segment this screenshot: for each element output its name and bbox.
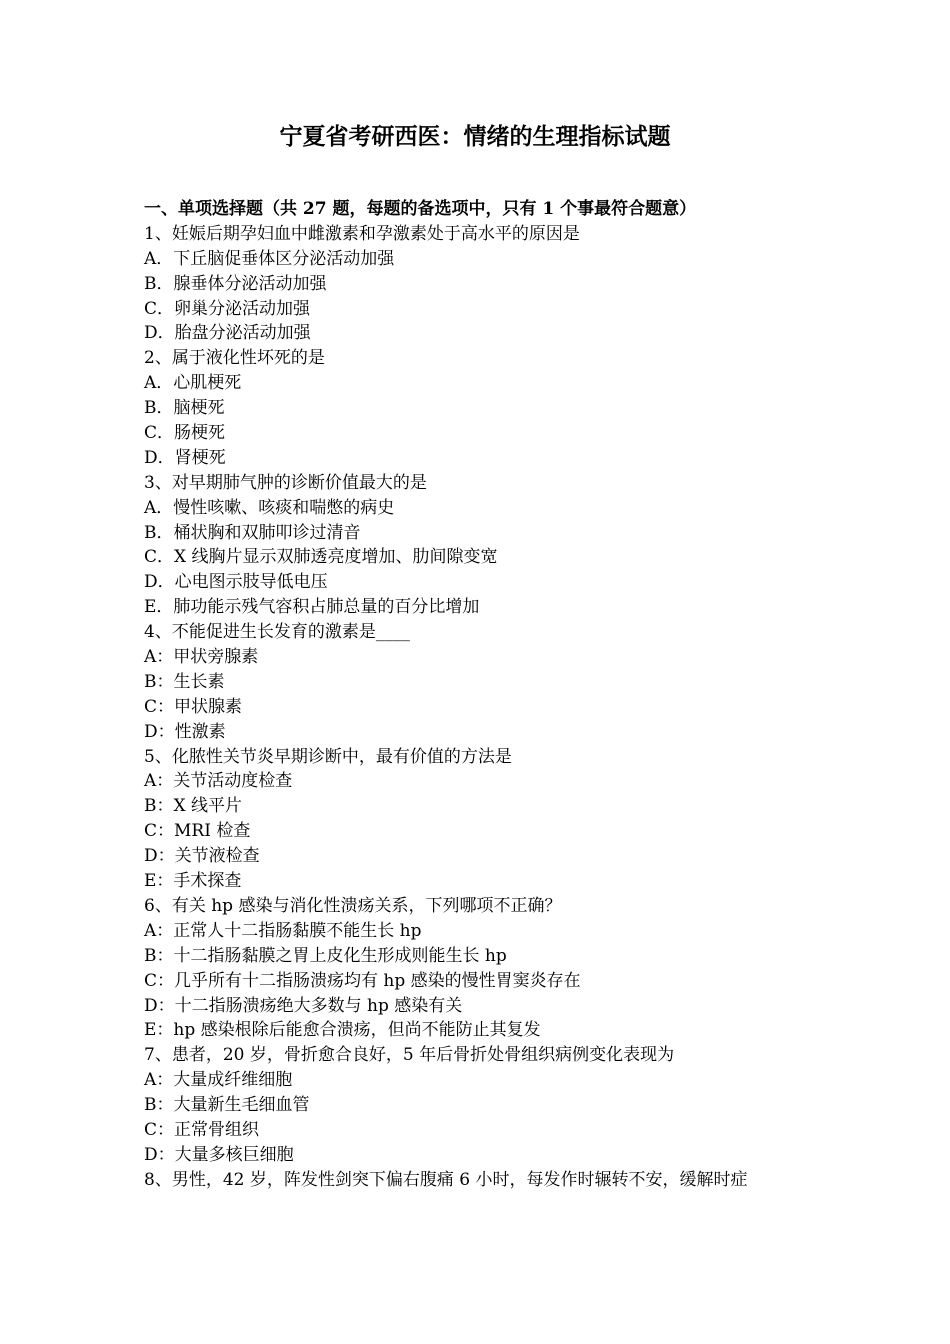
answer-option: A．下丘脑促垂体区分泌活动加强 (144, 248, 395, 269)
section-heading: 一、单项选择题（共 27 题，每题的备选项中，只有 1 个事最符合题意） (144, 199, 697, 219)
answer-option: C：几乎所有十二指肠溃疡均有 hp 感染的慢性胃窦炎存在 (144, 970, 581, 991)
answer-option: A：甲状旁腺素 (144, 647, 259, 668)
question-stem: 4、不能促进生长发育的激素是____ (144, 622, 410, 643)
answer-option: A：关节活动度检查 (144, 771, 293, 792)
answer-option: A：正常人十二指肠黏膜不能生长 hp (144, 920, 422, 941)
answer-option: B．脑梗死 (144, 398, 225, 419)
answer-option: E：手术探查 (144, 871, 242, 892)
answer-option: C：MRI 检查 (144, 821, 251, 842)
answer-option: C．肠梗死 (144, 423, 226, 444)
question-stem: 1、妊娠后期孕妇血中雌激素和孕激素处于高水平的原因是 (144, 223, 580, 244)
answer-option: D：大量多核巨细胞 (144, 1144, 294, 1165)
page-title: 宁夏省考研西医：情绪的生理指标试题 (279, 123, 671, 150)
answer-option: D：十二指肠溃疡绝大多数与 hp 感染有关 (144, 995, 463, 1016)
question-stem: 8、男性，42 岁，阵发性剑突下偏右腹痛 6 小时，每发作时辗转不安，缓解时症 (144, 1169, 748, 1190)
answer-option: E．肺功能示残气容积占肺总量的百分比增加 (144, 597, 480, 618)
answer-option: D．肾梗死 (144, 447, 226, 468)
answer-option: B．桶状胸和双肺叩诊过清音 (144, 522, 361, 543)
answer-option: B：X 线平片 (144, 796, 242, 817)
answer-option: B．腺垂体分泌活动加强 (144, 273, 327, 294)
answer-option: A．心肌梗死 (144, 373, 242, 394)
question-stem: 5、化脓性关节炎早期诊断中，最有价值的方法是 (144, 746, 512, 767)
question-stem: 6、有关 hp 感染与消化性溃疡关系，下列哪项不正确？ (144, 895, 562, 916)
answer-option: B：大量新生毛细血管 (144, 1095, 310, 1116)
answer-option: C．X 线胸片显示双肺透亮度增加、肋间隙变宽 (144, 547, 498, 568)
answer-option: A．慢性咳嗽、咳痰和喘憋的病史 (144, 497, 395, 518)
answer-option: D：性激素 (144, 721, 226, 742)
question-stem: 3、对早期肺气肿的诊断价值最大的是 (144, 472, 427, 493)
question-stem: 7、患者，20 岁，骨折愈合良好，5 年后骨折处骨组织病例变化表现为 (144, 1045, 675, 1066)
answer-option: D．胎盘分泌活动加强 (144, 323, 311, 344)
answer-option: A：大量成纤维细胞 (144, 1070, 293, 1091)
answer-option: D．心电图示肢导低电压 (144, 572, 328, 593)
answer-option: B：十二指肠黏膜之胃上皮化生形成则能生长 hp (144, 945, 507, 966)
answer-option: B：生长素 (144, 671, 225, 692)
document-body (144, 197, 844, 1193)
question-stem: 2、属于液化性坏死的是 (144, 348, 325, 369)
answer-option: C：正常骨组织 (144, 1119, 260, 1140)
answer-option: E：hp 感染根除后能愈合溃疡，但尚不能防止其复发 (144, 1020, 541, 1041)
answer-option: D：关节液检查 (144, 846, 260, 867)
answer-option: C．卵巢分泌活动加强 (144, 298, 311, 319)
answer-option: C：甲状腺素 (144, 696, 243, 717)
